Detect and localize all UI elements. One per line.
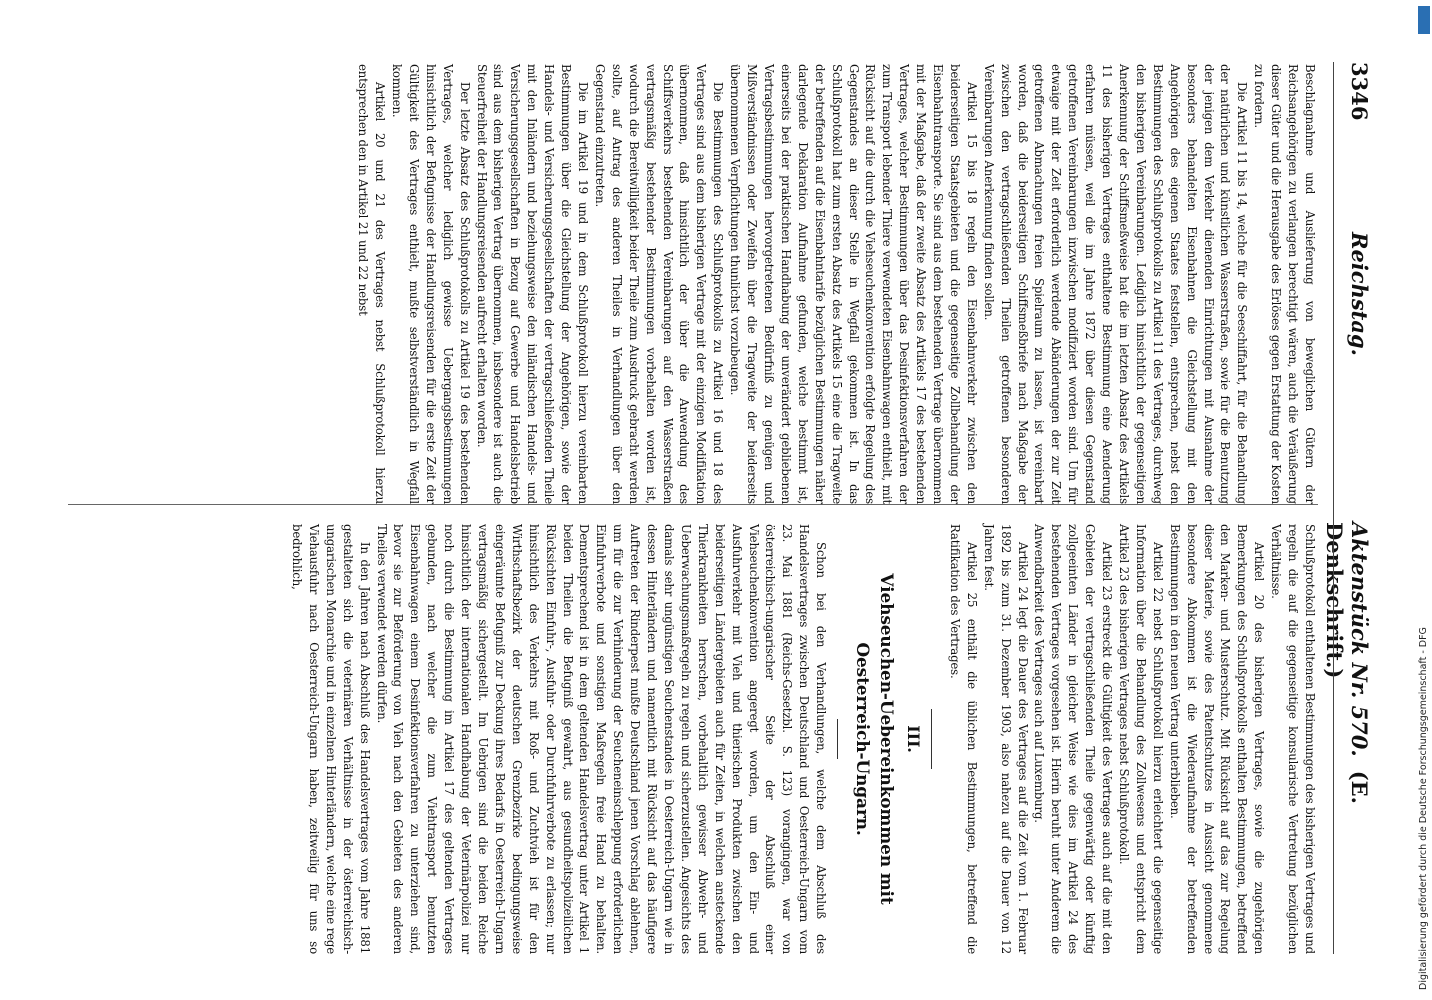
paragraph: Artikel 22 nebst Schlußprotokoll hierzu erleichtert die gegenseitige Information über die Behandlung des Zollwesens und entspricht dem Artikel 23 des bisherigen Vertrages nebst Schlußprotokoll. <box>1117 524 1165 954</box>
paragraph: In den Jahren nach Abschluß des Handelsvertrages vom Jahre 1881 gestalteten sich die veterinären Verhältnisse in der österreichisch-ungarischen Monarchie und in einzelnen Hinterländern, welche eine rege Viehausfuhr nach Oesterreich-Ungarn haben, zeitweilig für uns so bedrohlich, <box>290 524 372 954</box>
paragraph: Artikel 20 des bisherigen Vertrages, sowie die zugehörigen Bemerkungen des Schlußprotokolls enthalten Bestimmungen, betreffend den Marken- und Musterschutz. Mit Rücksicht auf das zur Regelung dieser Materie, sowie des Patentschutzes in Aussicht genommene besondere Abkommen ist die Wiederaufnahme der betreffenden Bestimmungen in den neuen Vertrag unterblieben. <box>1167 524 1267 954</box>
digitization-note <box>1418 10 1432 990</box>
header-reichstag: Reichstag. <box>1347 232 1372 356</box>
page-header <box>1322 62 1378 962</box>
paragraph: Schon bei den Verhandlungen, welche dem Abschluß des Handelsvertrages zwischen Deutschland und Oesterreich-Ungarn vom 23. Mai 1881 (Reichs-Gesetzbl. S. 123) vorangingen, war von österreichisch-ungarischer Seite der Abschluß einer Viehseuchenkonvention angeregt worden, um den Ein- und Ausfuhrverkehr mit Vieh und thierischen Produkten zwischen den beiderseitigen Ländergebieten auch für Zeiten, in welchen ansteckende Thierkrankheiten herrschen, vorbehaltlich gewisser Abwehr- und Ueberwachungsmaßregeln zu regeln und sicherzustellen. Angesichts des damals sehr ungünstigen Seuchenstandes in Oesterreich-Ungarn wie in dessen Hinterländern und namentlich mit Rücksicht auf das häufigere Auftreten der Rinderpest mußte Deutschland jenen Vorschlag ablehnen, um für die zur Verhinderung der Seucheneinschleppung erforderlichen Einfuhrverbote und sonstigen Maßregeln freie Hand zu behalten. Dementsprechend ist in dem geltenden Handelsvertrag unter Artikel 1 beiden Theilen die Befugniß gewahrt, aus gesundheitspolizeilichen Rücksichten Einfuhr-, Ausfuhr- oder Durchfuhrverbote zu erlassen; nur hinsichtlich des Verkehrs mit Roß- und Zuchtvieh ist für den Wirthschaftsbezirk der deutschen Grenzbezirke bedingungsweise eingeräumte Befugniß zur Deckung ihres Bedarfs in Oesterreich-Ungarn vertragsmäßig sichergestellt. Im Uebrigen sind die beiden Reiche hinsichtlich der internationalen Handhabung der Veterinärpolizei nur noch durch die Bestimmung im Artikel 17 des geltenden Vertrages gebunden, nach welcher die zum Viehtransport benutzten Eisenbahnwagen einem Desinfektionsverfahren zu unterziehen sind, bevor sie zur Beförderung von Vieh nach den Gebieten des anderen Theiles verwendet werden dürfen. <box>374 524 829 954</box>
digitization-note-text: Digitalisierung gefördert durch die Deutsche Forschungsgemeinschaft - DFG <box>1418 627 1429 990</box>
paragraph: Artikel 23 erstreckt die Gültigkeit des Vertrages auch auf die mit den Gebieten der vertragschließenden Theile gegenwärtig oder künftig zollgeeinten Länder in gleicher Weise wie dies im Artikel 24 des bestehenden Vertrages vorgesehen ist. Hierin beruht unter Anderem die Anwendbarkeit des Vertrages auch auf Luxemburg. <box>1032 524 1115 954</box>
section-rule <box>837 719 838 759</box>
paragraph: Die Bestimmungen des Schlußprotokolls zu Artikel 16 und 18 des Vertrages sind aus dem bisherigen Vertrage mit der einzigen Modifikation übernommen, daß hinsichtlich der über die Anwendung des Schiffsverkehrs bestehenden Vereinbarungen auf den Wasserstraßen vertragsmäßig bestehender Bestimmungen vorbehalten worden ist, wodurch die Bereitwilligkeit beider Theile zum Ausdruck gebracht werden sollte, auf Antrag des anderen Theiles in Verhandlungen über den Gegenstand einzutreten. <box>592 64 726 504</box>
paragraph: Artikel 24 legt die Dauer des Vertrages auf die Zeit vom 1. Februar 1892 bis zum 31. Dezember 1903, also nahezu auf die Dauer von 12 Jahren fest. <box>981 524 1030 954</box>
header-denkschrift: (E. Denkschrift.) <box>1322 522 1372 804</box>
section-title: Viehseuchen-Uebereinkommen mit Oesterreich-Ungarn. <box>852 573 897 905</box>
paragraph: Die Artikel 11 bis 14, welche für die Seeschiffahrt, für die Behandlung der natürlichen und künstlichen Wasserstraßen, sowie für die Benutzung der jenigen dem Verkehr dienenden Einrichtungen mit Ausnahme der besonders behandelten Eisenbahnen die Gleichstellung mit den Angehörigen des eigenen Staates feststellen, entsprechen, nebst den Bestimmungen des Schlußprotokolls zu Artikel 11 des Vertrages, durchweg den bisherigen Vereinbarungen. Lediglich hinsichtlich der gegenseitigen Anerkennung der Schiffsmeßweise hat die im letzten Absatz des Artikels 11 des bisherigen Vertrages enthaltene Bestimmung eine Aenderung erfahren müssen, weil die im Jahre 1872 über diesen Gegenstand getroffenen Vereinbarungen inzwischen modifiziert worden sind. Um für etwaige mit der Zeit erforderlich werdende Abänderungen der zur Zeit getroffenen Abmachungen freien Spielraum zu lassen, ist vereinbart worden, daß die beiderseitigen Schiffsmeßbriefe nach Maßgabe der zwischen den vertragschließenden Theilen getroffenen besonderen Vereinbarungen Anerkennung finden sollen. <box>981 64 1250 504</box>
paragraph: Schlußprotokoll enthaltenen Bestimmungen des bisherigen Vertrages und regeln die auf die gegenseitige konsularische Vertretung bezüglichen Verhältnisse. <box>1269 524 1317 954</box>
paragraph: Artikel 15 bis 18 regeln den Eisenbahnverkehr zwischen den beiderseitigen Staatsgebieten und die gegenseitige Zollbehandlung der Eisenbahntransporte. Sie sind aus dem bestehenden Vertrage übernommen mit der Maßgabe, daß der zweite Absatz des Artikels 17 des bestehenden Vertrages, welcher Bestimmungen über das Desinfektionsverfahren der zum Transport lebender Thiere verwendeten Eisenbahnwagen enthielt, mit Rücksicht auf die durch die Viehseuchenkonvention erfolgte Regelung des Gegenstandes an dieser Stelle in Wegfall gekommen ist. In das Schlußprotokoll hat zum ersten Absatz des Artikels 15 eine die Tragweite der betreffenden auf die Eisenbahntarife bezüglichen Bestimmungen näher darlegende Deklaration Aufnahme gefunden, welche bestimmt ist, einerseits bei der praktischen Handhabung der unverändert gebliebenen Vertragsbestimmungen hervorgetretenen Bedürfniß zu genügen und Mißverständnissen oder Zweifeln über die Tragweite der beiderseits übernommenen Verpflichtungen thunlichst vorzubeugen. <box>728 64 979 504</box>
right-column <box>18 524 1318 954</box>
paragraph: Der letzte Absatz des Schlußprotokolls zu Artikel 19 des bestehenden Vertrages, welcher lediglich gewisse Uebergangsbestimmungen hinsichtlich der Befugnisse der Handlungsreisenden für die erste Zeit der Gültigkeit des Vertrages enthielt, mußte selbstverständlich in Wegfall kommen. <box>390 64 472 504</box>
header-document-title <box>1322 522 1372 962</box>
page-number: 3346 <box>1347 62 1372 121</box>
section-number: III. <box>904 725 924 753</box>
paragraph: Beschlagnahme und Auslieferung von beweglichen Gütern der Reichsangehörigen zu verlangen berechtigt wären, auch die Veräußerung dieser Güter und die Herausgabe des Erlöses gegen Erstattung der Kosten zu fordern. <box>1252 64 1317 504</box>
paragraph: Die im Artikel 19 und in dem Schlußprotokoll hierzu vereinbarten Bestimmungen über die Gleichstellung der Angehörigen, sowie der Handels- und Versicherungsgesellschaften der vertragschließenden Theile mit den Inländern und beziehungsweise den inländischen Handels- und Versicherungsgesellschaften in Bezug auf Gewerbe und Handelsbetrieb sind aus dem bisherigen Vertrag übernommen, insbesondere ist auch die Steuerfreiheit der Handlungsreisenden aufrecht erhalten worden. <box>474 64 591 504</box>
header-rule <box>1333 62 1334 954</box>
section-rule <box>931 709 932 769</box>
column-divider <box>68 504 1318 505</box>
header-aktenstueck: Aktenstück Nr. 570. <box>1347 522 1372 757</box>
left-column <box>18 64 1318 504</box>
paragraph: Artikel 25 enthält die üblichen Bestimmungen, betreffend die Ratifikation des Vertrages. <box>947 524 979 954</box>
paragraph: Artikel 20 und 21 des Vertrages nebst Schlußprotokoll hierzu entsprechen den in Artikel 21 und 22 nebst <box>356 64 388 504</box>
